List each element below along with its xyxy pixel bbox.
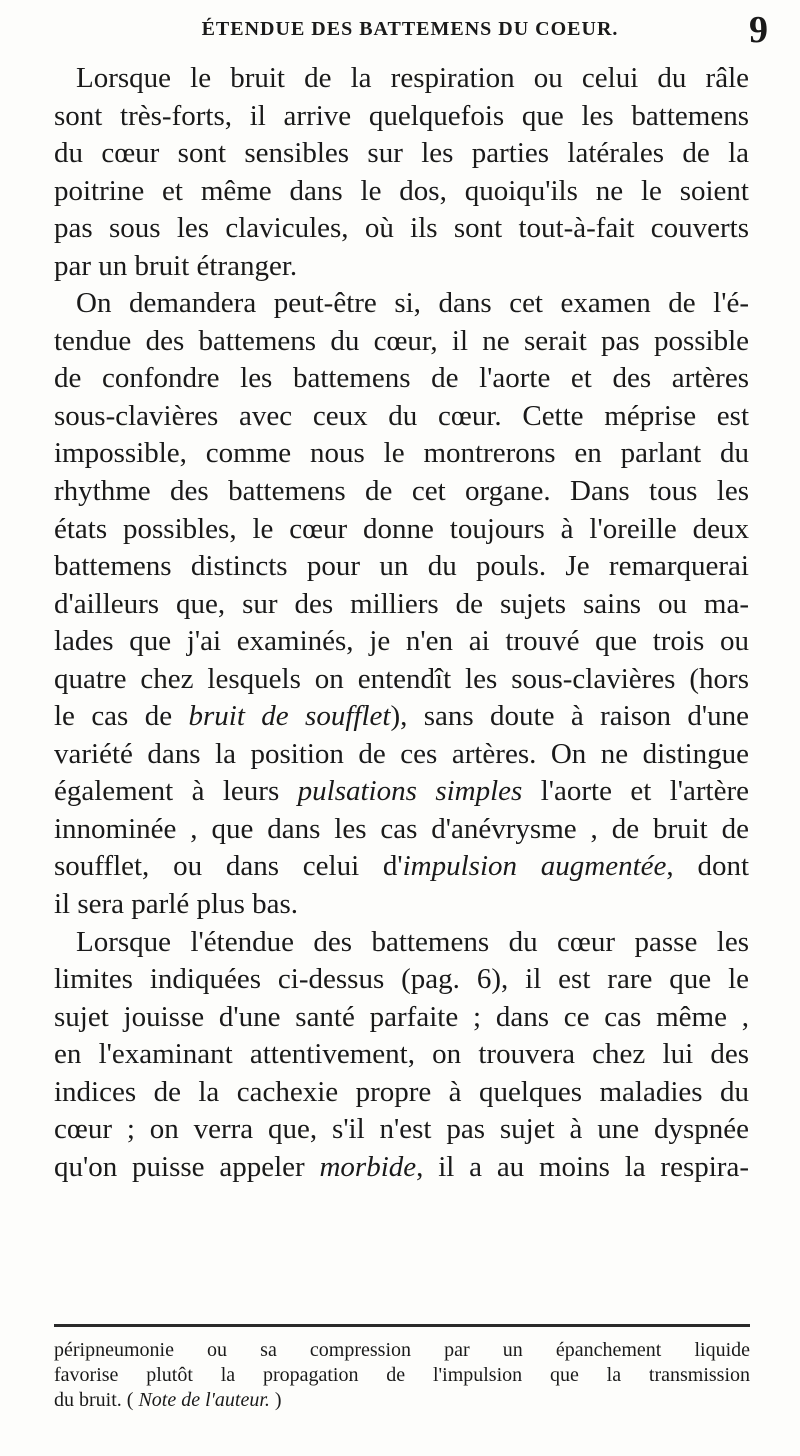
footnote — [54, 1338, 750, 1413]
text-line — [54, 323, 749, 361]
text-segment: de confondre les battemens de l'aorte et des artères — [54, 362, 749, 395]
text-line — [54, 1111, 749, 1149]
text-segment: le cas de — [54, 700, 189, 733]
text-segment: ), sans doute à raison d'une — [390, 700, 749, 733]
text-segment: par un bruit étranger. — [54, 249, 298, 282]
text-line — [54, 248, 749, 286]
text-segment: péripneumonie ou sa compression par un épanchement liquide — [54, 1339, 750, 1361]
text-segment: quatre chez lesquels on entendît les sous-clavières (hors — [54, 662, 749, 695]
text-line — [54, 1036, 749, 1074]
text-segment: il sera parlé plus bas. — [54, 888, 299, 921]
text-line — [54, 511, 749, 549]
text-line — [54, 285, 749, 323]
text-line — [54, 398, 749, 436]
text-segment: , dont — [666, 850, 749, 883]
text-segment: favorise plutôt la propagation de l'impulsion que la transmission — [54, 1364, 750, 1386]
text-line — [54, 173, 749, 211]
text-segment: impossible, comme nous le montrerons en parlant du — [54, 437, 749, 470]
text-segment: également à leurs — [54, 775, 298, 808]
text-line — [54, 623, 749, 661]
text-segment: cœur ; on verra que, s'il n'est pas sujet à une dyspnée — [54, 1113, 749, 1146]
text-line — [54, 773, 749, 811]
footnote-line — [54, 1388, 750, 1413]
italic-text: bruit de soufflet — [188, 700, 391, 733]
text-line — [54, 924, 749, 962]
text-line — [54, 811, 749, 849]
text-line — [54, 698, 749, 736]
text-segment: innominée , que dans les cas d'anévrysme , de bruit de — [54, 812, 749, 845]
text-line — [54, 210, 749, 248]
text-segment: ) — [269, 1389, 282, 1411]
text-line — [54, 848, 749, 886]
text-line — [54, 135, 749, 173]
text-segment: tendue des battemens du cœur, il ne serait pas possible — [54, 324, 749, 357]
text-segment: du bruit. ( — [54, 1389, 139, 1411]
text-segment: , il a au moins la respira- — [416, 1150, 749, 1183]
text-segment: du cœur sont sensibles sur les parties latérales de la — [54, 137, 749, 170]
text-segment: qu'on puisse appeler — [54, 1150, 320, 1183]
text-segment: états possibles, le cœur donne toujours à l'oreille deux — [54, 512, 749, 545]
text-segment: Lorsque le bruit de la respiration ou celui du râle — [76, 62, 749, 94]
text-segment: rhythme des battemens de cet organe. Dans tous les — [54, 475, 749, 508]
text-segment: On demandera peut-être si, dans cet examen de l'é- — [76, 287, 749, 320]
page-number: 9 — [749, 9, 768, 51]
text-segment: indices de la cachexie propre à quelques maladies du — [54, 1075, 749, 1108]
text-segment: d'ailleurs que, sur des milliers de sujets sains ou ma- — [54, 587, 749, 620]
text-line — [54, 548, 749, 586]
main-text — [54, 60, 749, 1186]
text-line — [54, 60, 749, 98]
italic-text: morbide — [319, 1150, 417, 1183]
running-title: ÉTENDUE DES BATTEMENS DU COEUR. — [201, 18, 619, 40]
text-line — [54, 736, 749, 774]
text-segment: variété dans la position de ces artères. On ne distingue — [54, 737, 749, 770]
text-segment: battemens distincts pour un du pouls. Je remarquerai — [54, 550, 749, 583]
text-line — [54, 961, 749, 999]
italic-text: Note de l'auteur. — [138, 1389, 270, 1411]
text-line — [54, 435, 749, 473]
text-line — [54, 1074, 749, 1112]
text-line — [54, 661, 749, 699]
text-segment: sont très-forts, il arrive quelquefois que les battemens — [54, 99, 749, 132]
text-segment: sujet jouisse d'une santé parfaite ; dans ce cas même , — [54, 1000, 749, 1033]
text-segment: soufflet, ou dans celui d' — [54, 850, 403, 883]
footnote-line — [54, 1363, 750, 1388]
text-line — [54, 586, 749, 624]
text-line — [54, 1149, 749, 1187]
text-segment: pas sous les clavicules, où ils sont tout-à-fait couverts — [54, 212, 749, 245]
text-line — [54, 98, 749, 136]
text-segment: en l'examinant attentivement, on trouvera chez lui des — [54, 1038, 749, 1071]
italic-text: pulsations simples — [297, 775, 523, 808]
italic-text: impulsion augmentée — [402, 850, 667, 883]
text-line — [54, 999, 749, 1037]
text-segment: Lorsque l'étendue des battemens du cœur passe les — [76, 925, 749, 958]
text-segment: l'aorte et l'artère — [522, 775, 750, 808]
running-head — [60, 9, 768, 56]
text-line — [54, 360, 749, 398]
text-segment: lades que j'ai examinés, je n'en ai trouvé que trois ou — [54, 625, 749, 658]
footnote-rule — [54, 1324, 750, 1327]
footnote-line — [54, 1338, 750, 1363]
text-segment: limites indiquées ci-dessus (pag. 6), il est rare que le — [54, 963, 749, 996]
text-line — [54, 886, 749, 924]
text-segment: poitrine et même dans le dos, quoiqu'ils ne le soient — [54, 174, 749, 207]
text-segment: sous-clavières avec ceux du cœur. Cette méprise est — [54, 399, 749, 432]
text-line — [54, 473, 749, 511]
